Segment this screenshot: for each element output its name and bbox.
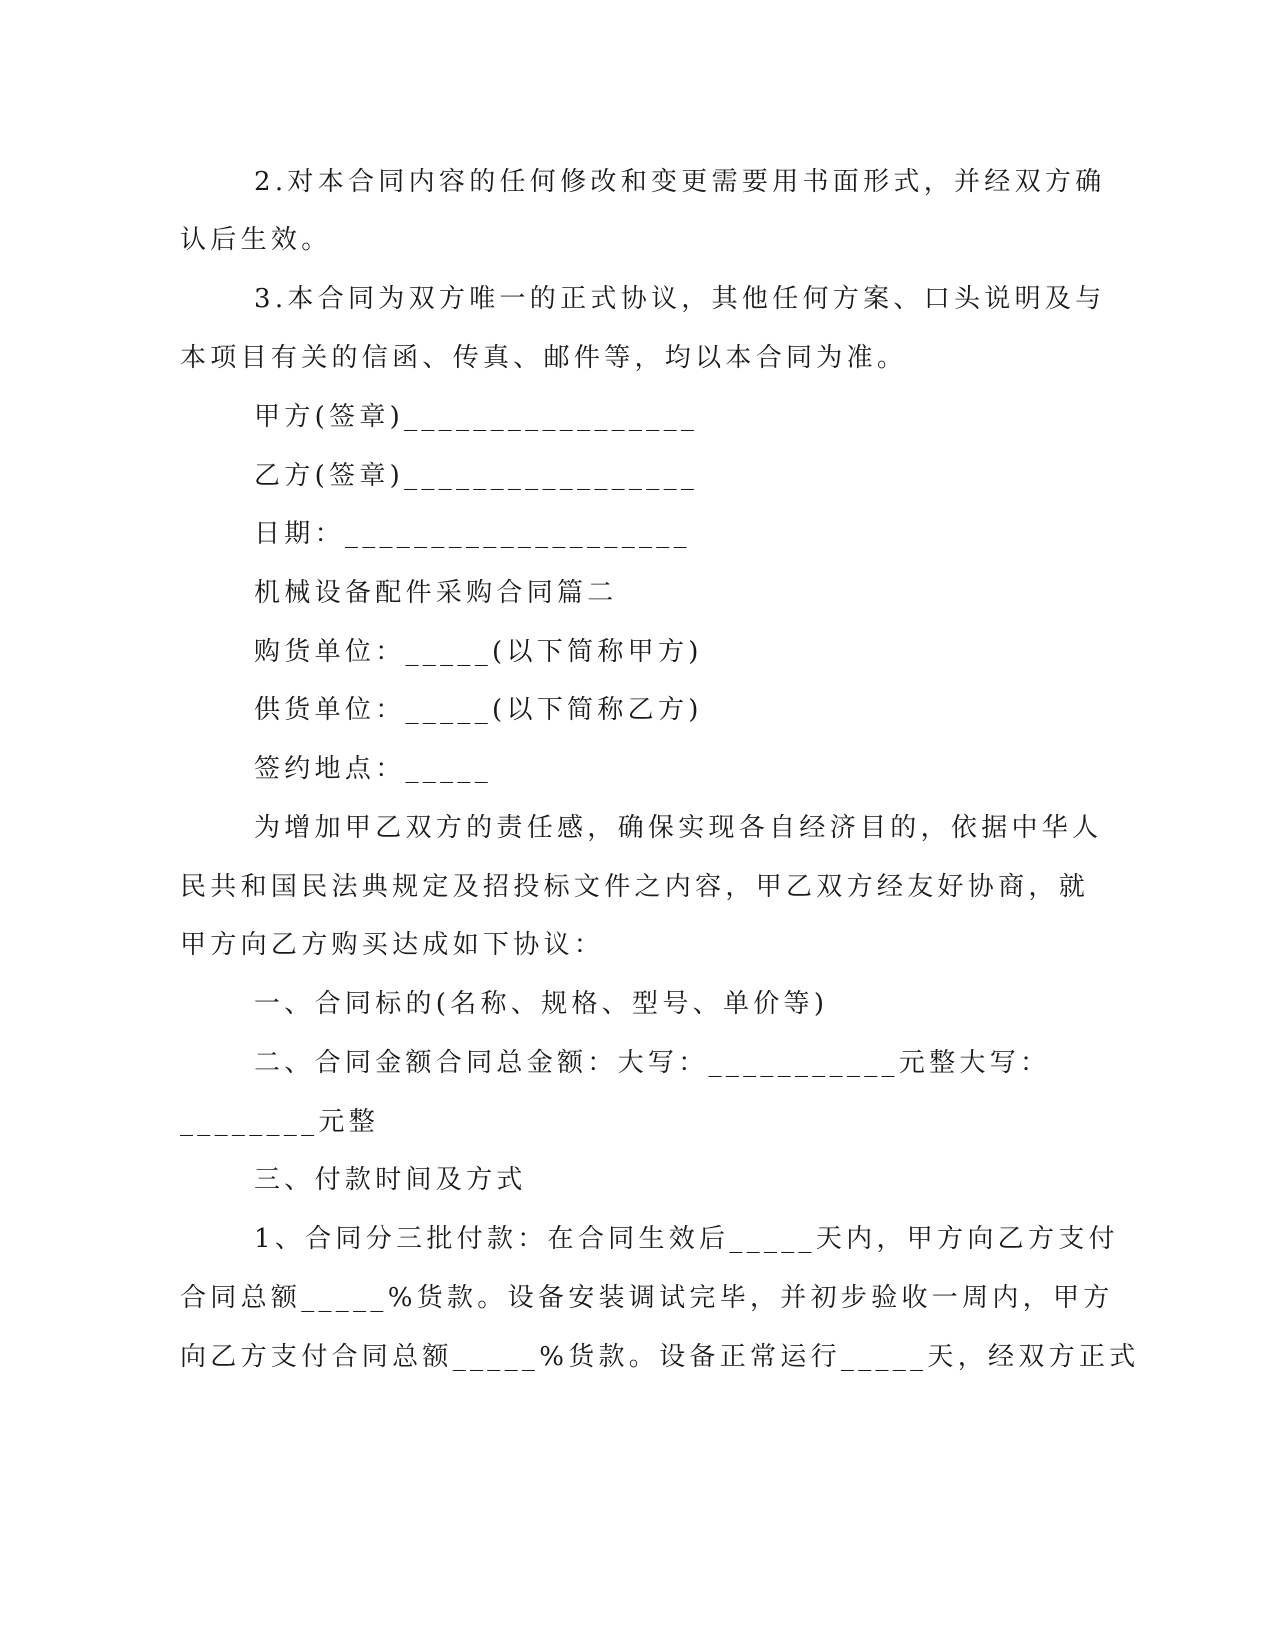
supplier-line: 供货单位：_____(以下简称乙方) (254, 695, 703, 725)
paragraph-line: 民共和国民法典规定及招投标文件之内容，甲乙双方经友好协商，就 (180, 872, 1090, 902)
signature-line-party-b: 乙方(签章)_________________ (254, 461, 699, 491)
paragraph-line: 甲方向乙方购买达成如下协议： (180, 930, 605, 960)
paragraph-line: 本项目有关的信函、传真、邮件等，均以本合同为准。 (180, 343, 908, 373)
paragraph-line: ________元整 (180, 1107, 379, 1137)
section-title: 机械设备配件采购合同篇二 (254, 578, 618, 608)
buyer-line: 购货单位：_____(以下简称甲方) (254, 637, 703, 667)
paragraph-line: 认后生效。 (180, 225, 332, 255)
paragraph-line: 向乙方支付合同总额_____%货款。设备正常运行_____天，经双方正式 (180, 1342, 1140, 1372)
clause-heading: 二、合同金额合同总金额：大写：___________元整大写： (254, 1048, 1051, 1078)
paragraph-line: 1、合同分三批付款：在合同生效后_____天内，甲方向乙方支付 (254, 1224, 1119, 1254)
clause-heading: 一、合同标的(名称、规格、型号、单价等) (254, 989, 829, 1019)
signature-line-party-a: 甲方(签章)_________________ (254, 402, 699, 432)
date-line: 日期：____________________ (254, 519, 691, 549)
paragraph-line: 合同总额_____%货款。设备安装调试完毕，并初步验收一周内，甲方 (180, 1283, 1114, 1313)
signing-place-line: 签约地点：_____ (254, 754, 493, 784)
paragraph-line: 3.本合同为双方唯一的正式协议，其他任何方案、口头说明及与 (254, 284, 1106, 314)
clause-heading: 三、付款时间及方式 (254, 1165, 527, 1195)
paragraph-line: 2.对本合同内容的任何修改和变更需要用书面形式，并经双方确 (254, 167, 1106, 197)
paragraph-line: 为增加甲乙双方的责任感，确保实现各自经济目的，依据中华人 (254, 813, 1103, 843)
